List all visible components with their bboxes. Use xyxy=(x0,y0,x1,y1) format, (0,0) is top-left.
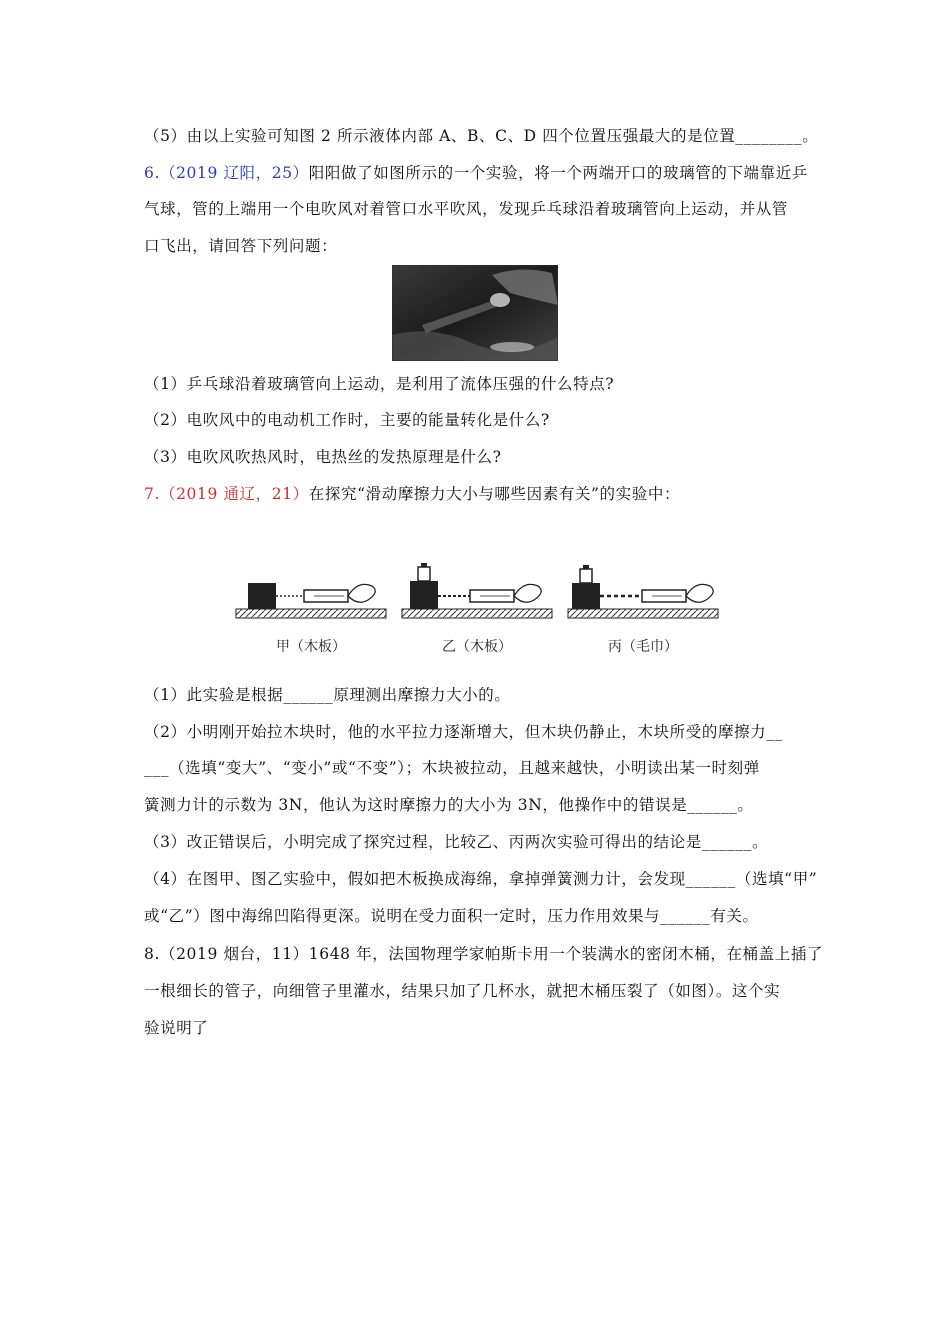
fig-label-jia: 甲（木板） xyxy=(276,639,346,655)
fig-label-bing: 丙（毛巾） xyxy=(608,639,678,655)
q5-part5-blank: ________ xyxy=(735,127,803,145)
q6-stem-text: 阳阳做了如图所示的一个实验，将一个两端开口的玻璃管的下端靠近乒 xyxy=(308,164,808,182)
setup-bing xyxy=(568,565,718,618)
q6-sub3: （3）电吹风吹热风时，电热丝的发热原理是什么? xyxy=(144,448,502,466)
q6-stem-line3: 口飞出，请回答下列问题： xyxy=(144,237,338,255)
q7-sub1: （1）此实验是根据______原理测出摩擦力大小的。 xyxy=(144,686,511,704)
setup-jia xyxy=(236,583,386,618)
q6-sub2: （2）电吹风中的电动机工作时，主要的能量转化是什么? xyxy=(144,411,550,429)
q6-sub1: （1）乒乓球沿着玻璃管向上运动，是利用了流体压强的什么特点? xyxy=(144,375,615,393)
friction-experiment-figure xyxy=(234,563,726,667)
q7-sub2-line1: （2）小明刚开始拉木块时，他的水平拉力逐渐增大，但木块仍静止，木块所受的摩擦力__ xyxy=(144,723,783,741)
q8-line2: 一根细长的管子，向细管子里灌水，结果只加了几杯水，就把木桶压裂了（如图）。这个实 xyxy=(144,982,781,1000)
q7-sub2-line2: ___（选填“变大”、“变小”或“不变”）；木块被拉动，且越来越快，小明读出某一时刻弹 xyxy=(144,759,760,777)
q7-source: 7.（2019 通辽，21） xyxy=(144,485,309,503)
q7-sub2-line3: 簧测力计的示数为 3N，他认为这时摩擦力的大小为 3N，他操作中的错误是______。 xyxy=(144,796,754,814)
q6-stem-line1 xyxy=(144,163,808,183)
ping-pong-experiment-photo xyxy=(392,265,558,361)
q8-line1: 8.（2019 烟台，11）1648 年，法国物理学家帕斯卡用一个装满水的密闭木桶，在桶盖上插了 xyxy=(144,945,824,963)
fig-label-yi: 乙（木板） xyxy=(442,639,512,655)
q7-stem-text: 在探究“滑动摩擦力大小与哪些因素有关”的实验中： xyxy=(308,485,681,503)
q7-stem-line xyxy=(144,484,680,504)
q7-sub4-line1: （4）在图甲、图乙实验中，假如把木板换成海绵，拿掉弹簧测力计，会发现______（选填“甲” xyxy=(144,870,818,888)
q6-source: 6.（2019 辽阳，25） xyxy=(144,164,309,182)
setup-yi xyxy=(402,563,552,618)
q5-part5 xyxy=(144,126,818,146)
q6-stem-line2: 气球，管的上端用一个电吹风对着管口水平吹风，发现乒乓球沿着玻璃管向上运动，并从管 xyxy=(144,200,789,218)
q5-part5-text: （5）由以上实验可知图 2 所示液体内部 A、B、C、D 四个位置压强最大的是位置 xyxy=(144,127,736,145)
q7-sub4-line2: 或“乙”）图中海绵凹陷得更深。说明在受力面积一定时，压力作用效果与______有关。 xyxy=(144,907,759,925)
q8-line3: 验说明了 xyxy=(144,1019,209,1037)
q7-sub3: （3）改正错误后，小明完成了探究过程，比较乙、丙两次实验可得出的结论是______。 xyxy=(144,833,769,851)
q5-part5-end: 。 xyxy=(802,127,819,145)
